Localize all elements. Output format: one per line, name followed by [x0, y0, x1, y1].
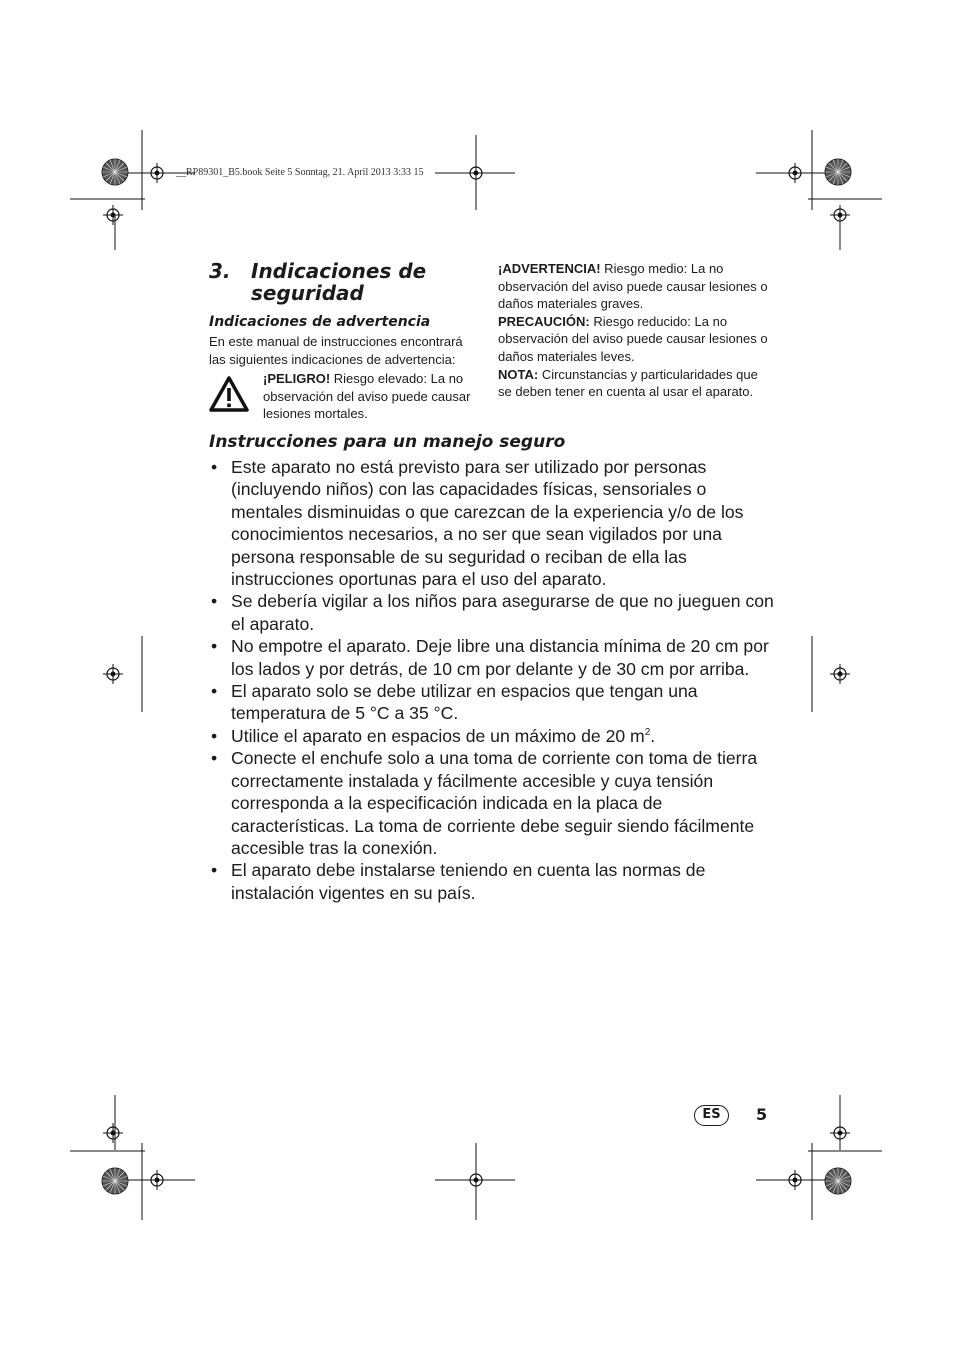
bullet: • — [211, 725, 218, 746]
list-item — [209, 725, 774, 747]
danger-text — [263, 370, 481, 423]
bullet: • — [211, 636, 218, 657]
list-item-text: El aparato debe instalarse teniendo en cuenta las normas de instalación vigentes en su país. — [231, 860, 706, 903]
warning-level-nota — [498, 366, 773, 401]
section-title-line1: Indicaciones de — [251, 259, 427, 283]
registration-mark — [830, 1123, 850, 1143]
language-badge: ES — [694, 1105, 729, 1126]
print-slug: __RP89301_B5.book Seite 5 Sonntag, 21. April 2013 3:33 15 — [176, 167, 424, 178]
registration-mark — [103, 664, 123, 684]
registration-mark — [103, 1123, 123, 1143]
registration-mark — [466, 163, 486, 183]
registration-mark — [147, 163, 167, 183]
list-item — [209, 859, 774, 904]
warning-levels — [498, 260, 773, 401]
list-item — [209, 590, 774, 635]
list-item — [209, 680, 774, 725]
registration-mark — [785, 163, 805, 183]
precaucion-label: PRECAUCIÓN: — [498, 313, 590, 329]
registration-mark — [785, 1170, 805, 1190]
warning-triangle-icon — [209, 375, 249, 413]
bullet: • — [211, 681, 218, 702]
warning-level-advertencia — [498, 260, 773, 313]
registration-mark — [466, 1170, 486, 1190]
registration-mark — [830, 664, 850, 684]
registration-mark — [103, 205, 123, 225]
registration-mark — [147, 1170, 167, 1190]
safe-use-list — [209, 456, 774, 904]
list-item-text: Conecte el enchufe solo a una toma de corriente con toma de tierra correctamente instalada y fácilmente accesible y cuya tensión corresponda a la especificación indicada en la placa de características. La toma de corriente debe seguir siendo fácilmente accesible tras la conexión. — [231, 748, 758, 858]
list-item-end: . — [650, 725, 656, 746]
precaucion-description: Riesgo reducido: La no observación del aviso puede causar lesiones o daños materiales leves. — [498, 313, 768, 364]
list-item-text: Este aparato no está previsto para ser utilizado por personas (incluyendo niños) con las capacidades físicas, sensoriales o mentales disminuidas o que carezcan de la experiencia y/o de los conocimientos necesarios, a no ser que sean vigilados por una persona responsable de su seguridad o reciban de ella las instrucciones oportunas para el uso del aparato. — [231, 457, 744, 590]
list-item — [209, 747, 774, 859]
nota-description: Circunstancias y particularidades que se deben tener en cuenta al usar el aparato. — [498, 366, 758, 400]
list-item-text: El aparato solo se debe utilizar en espacios que tengan una temperatura de 5 °C a 35 °C. — [231, 681, 698, 724]
color-bar-mark — [102, 159, 128, 185]
warning-level-precaucion — [498, 313, 773, 366]
nota-label: NOTA: — [498, 366, 539, 382]
color-bar-mark — [825, 159, 851, 185]
bullet: • — [211, 860, 218, 881]
section-heading-block — [209, 260, 481, 304]
bullet: • — [211, 591, 218, 612]
registration-mark — [830, 205, 850, 225]
advertencia-label: ¡ADVERTENCIA! — [498, 261, 601, 276]
list-item — [209, 456, 774, 590]
superscript: 2 — [644, 727, 651, 739]
section-title-line2: seguridad — [251, 281, 364, 305]
color-bar-mark — [825, 1168, 851, 1194]
bullet: • — [211, 457, 218, 477]
warnings-heading: Indicaciones de advertencia — [209, 314, 431, 330]
bullet: • — [211, 748, 218, 769]
list-item-text: No empotre el aparato. Deje libre una distancia mínima de 20 cm por los lados y por detrás, de 10 cm por delante y de 30 cm por arriba. — [231, 636, 769, 679]
list-item — [209, 635, 774, 680]
danger-description: Riesgo elevado: La no observación del aviso puede causar lesiones mortales. — [263, 371, 471, 422]
section-title — [209, 260, 481, 304]
warnings-intro: En este manual de instrucciones encontrará las siguientes indicaciones de advertencia: — [209, 334, 463, 367]
danger-label: ¡PELIGRO! — [263, 371, 331, 386]
section-number: 3. — [209, 259, 231, 283]
list-item-text: Se debería vigilar a los niños para asegurarse de que no jueguen con el aparato. — [231, 591, 774, 634]
advertencia-description: Riesgo medio: La no observación del aviso puede causar lesiones o daños materiales graves. — [498, 261, 768, 312]
color-bar-mark — [102, 1168, 128, 1194]
page-number: 5 — [756, 1105, 768, 1124]
safe-use-heading: Instrucciones para un manejo seguro — [209, 432, 566, 452]
list-item-text: Utilice el aparato en espacios de un máximo de 20 m — [231, 725, 645, 746]
